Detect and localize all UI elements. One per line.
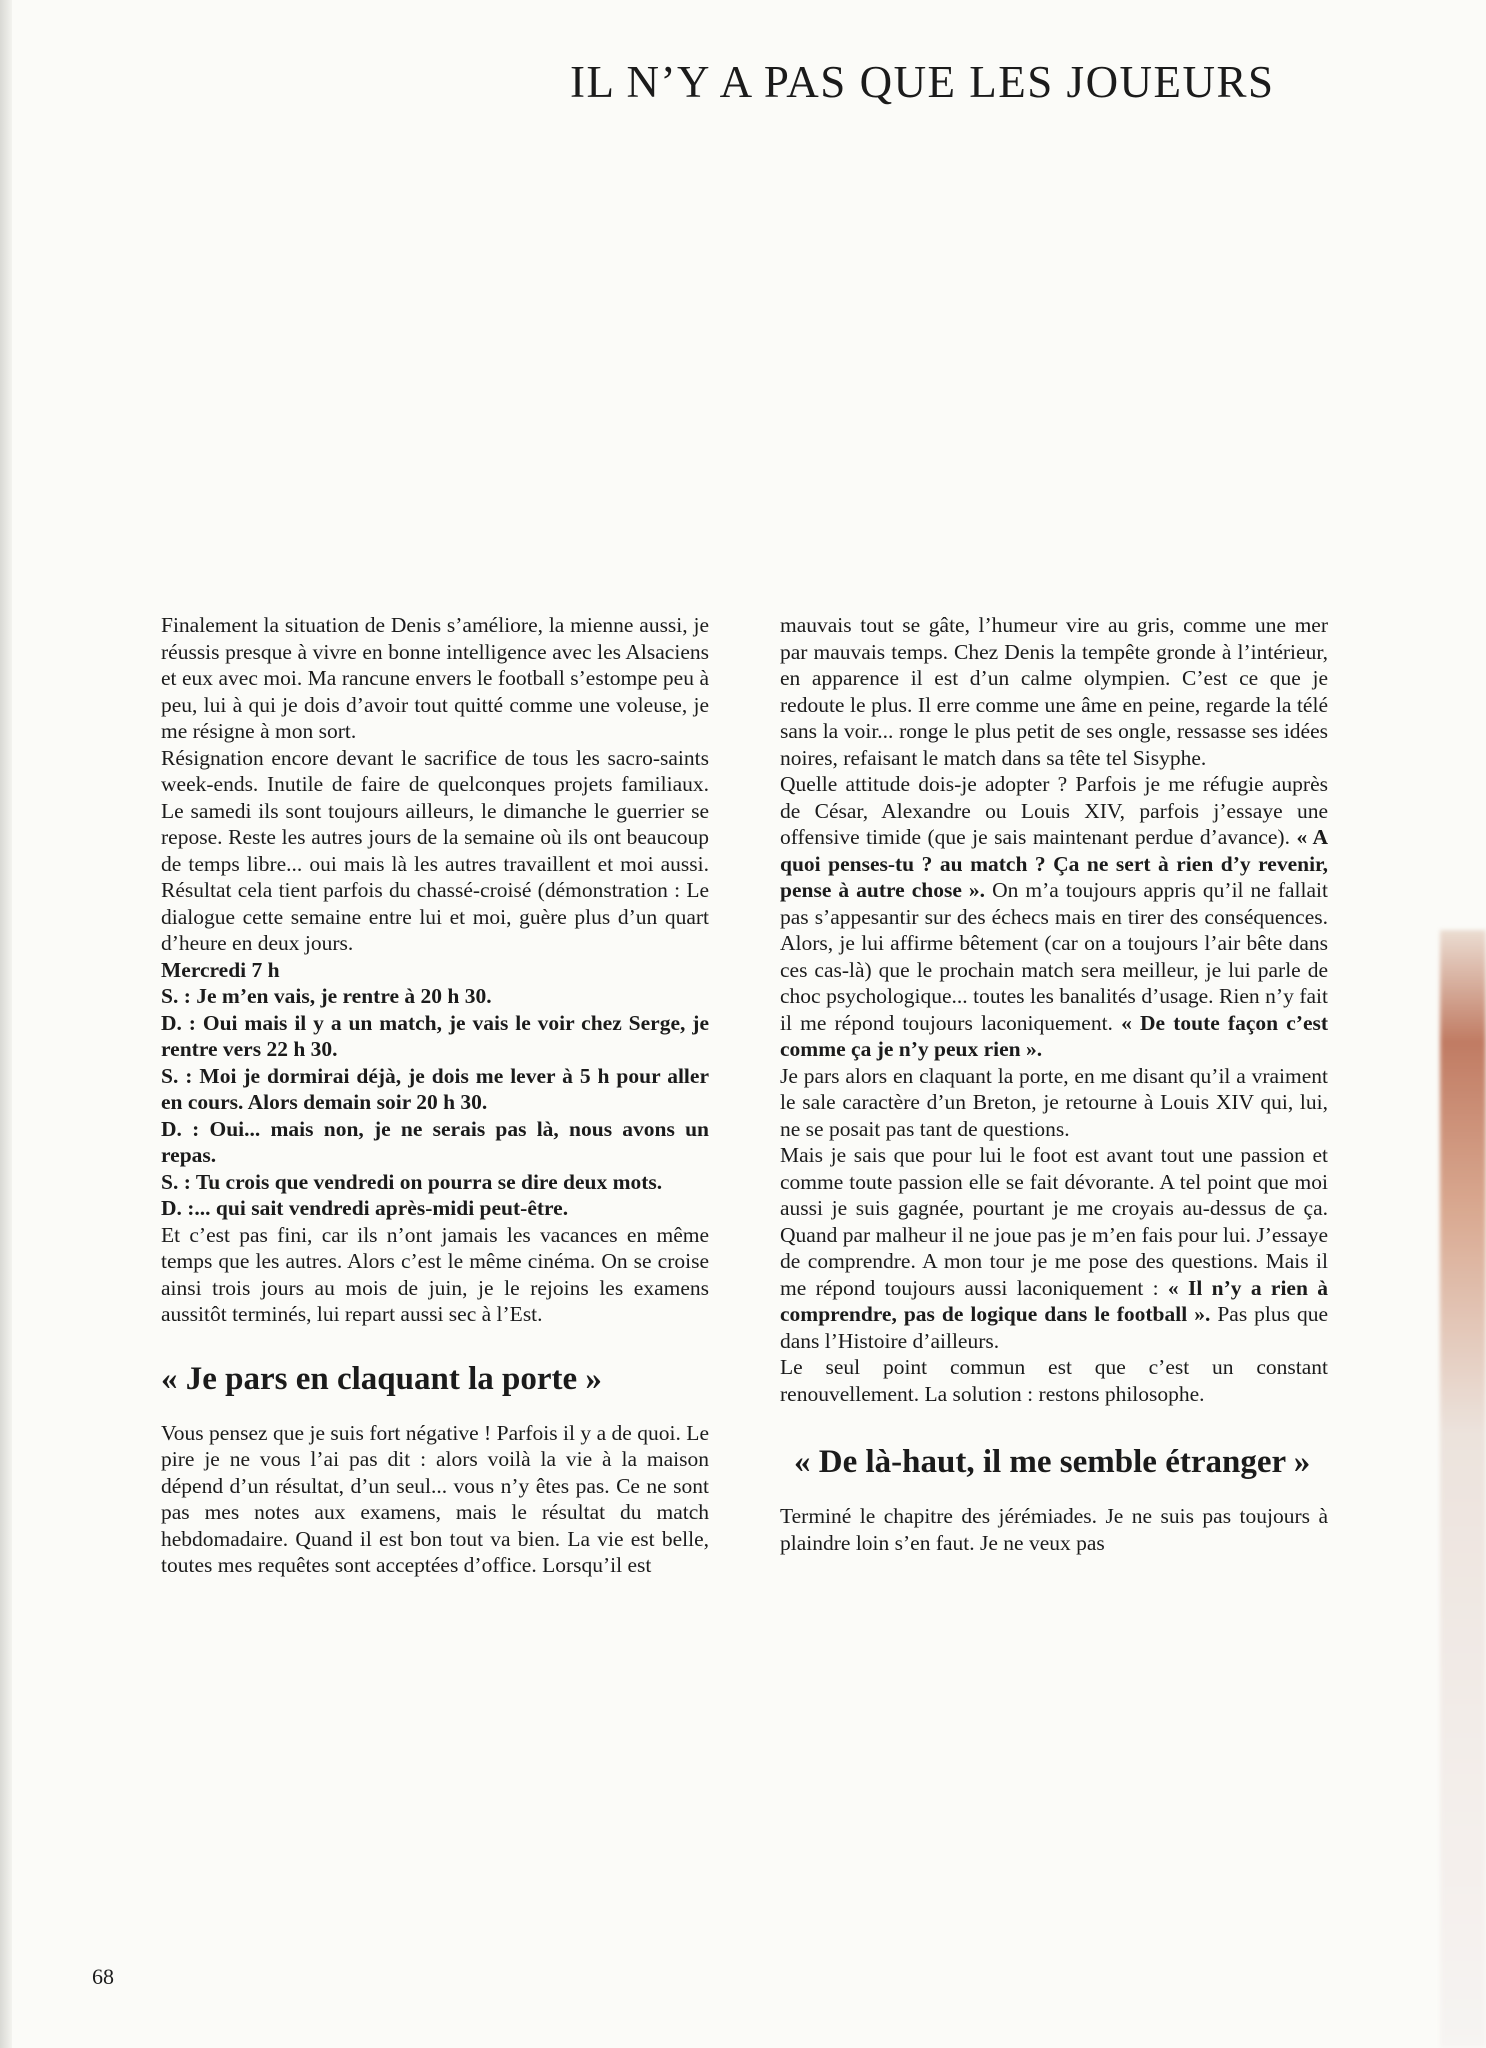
- paragraph: Terminé le chapitre des jérémiades. Je ne suis pas toujours à plaindre loin s’en faut. Je ne veux pas: [780, 1504, 1328, 1555]
- dialogue-line: D. : Oui... mais non, je ne serais pas là, nous avons un repas.: [161, 1116, 709, 1167]
- paragraph: [780, 1142, 1328, 1354]
- quote-bold: « A quoi penses-tu ? au match ? Ça ne sert à rien d’y revenir, pense à autre chose ».: [780, 825, 1329, 902]
- right-column: [780, 612, 1328, 1556]
- page-title: IL N’Y A PAS QUE LES JOUEURS: [570, 57, 1275, 107]
- paragraph: Le seul point commun est que c’est un constant renouvellement. La solution : restons philosophe.: [780, 1355, 1328, 1406]
- section-heading: « De là-haut, il me semble étranger »: [794, 1444, 1311, 1480]
- page-number: 68: [92, 1964, 114, 1989]
- quote-bold: « De toute façon c’est comme ça je n’y peux rien ».: [780, 1010, 1329, 1061]
- paragraph: Finalement la situation de Denis s’améliore, la mienne aussi, je réussis presque à vivre en bonne intelligence avec les Alsaciens et eux avec moi. Ma rancune envers le football s’estompe peu à peu, lui à qui je dois d’avoir tout quitté comme une voleuse, je me résigne à mon sort.: [161, 613, 709, 743]
- paragraph: Et c’est pas fini, car ils n’ont jamais les vacances en même temps que les autres. Alors c’est le même cinéma. On se croise ainsi trois jours au mois de juin, je le rejoins les examens aussitôt terminés, lui repart aussi sec à l’Est.: [161, 1222, 709, 1326]
- dialogue-line: D. : Oui mais il y a un match, je vais le voir chez Serge, je rentre vers 22 h 30.: [161, 1010, 709, 1061]
- paragraph: [780, 771, 1328, 1063]
- page-spine-shadow: [0, 0, 12, 2048]
- quote-bold: « Il n’y a rien à comprendre, pas de logique dans le football ».: [780, 1275, 1329, 1326]
- text-run: Mais je sais que pour lui le foot est avant tout une passion et comme toute passion elle se fait dévorante. A tel point que moi aussi je suis gagnée, pourtant je me croyais au-dessus de ça. Quand par malheur il ne joue pas je m’en fais pour lui. J’essaye de comprendre. A mon tour je me pose des questions. Mais il me répond toujours aussi laconiquement :: [780, 1143, 1328, 1300]
- paragraph: Je pars alors en claquant la porte, en me disant qu’il a vraiment le sale caractère d’un Breton, je retourne à Louis XIV qui, lui, ne se posait pas tant de questions.: [780, 1063, 1328, 1141]
- dialogue-line: S. : Je m’en vais, je rentre à 20 h 30.: [161, 984, 492, 1008]
- paragraph: Résignation encore devant le sacrifice de tous les sacro-saints week-ends. Inutile de faire de quelconques projets familiaux. Le samedi ils sont toujours ailleurs, le dimanche le guerrier se repose. Reste les autres jours de la semaine où ils ont beaucoup de temps libre... oui mais là les autres travaillent et moi aussi. Résultat cela tient parfois du chassé-croisé (démonstration : Le dialogue cette semaine entre lui et moi, guère plus d’un quart d’heure en deux jours.: [161, 745, 709, 955]
- left-column: [161, 612, 709, 1579]
- section-heading: « Je pars en claquant la porte »: [161, 1360, 602, 1397]
- text-run: Quelle attitude dois-je adopter ? Parfois je me réfugie auprès de César, Alexandre ou Louis XIV, parfois j’essaye une offensive timide (que je sais maintenant perdue d’avance).: [780, 772, 1328, 849]
- dialogue-line: S. : Tu crois que vendredi on pourra se dire deux mots.: [161, 1169, 663, 1194]
- dialogue-line: Mercredi 7 h: [161, 957, 280, 982]
- text-run: Pas plus que dans l’Histoire d’ailleurs.: [780, 1302, 1329, 1353]
- dialogue-line: D. :... qui sait vendredi après-midi peut-être.: [161, 1196, 569, 1220]
- adjacent-photo-edge: [1440, 930, 1486, 2048]
- text-run: On m’a toujours appris qu’il ne fallait pas s’appesantir sur des échecs mais en tirer des conséquences. Alors, je lui affirme bêtement (car on a toujours l’air bête dans ces cas-là) que le prochain match sera meilleur, je lui parle de choc psychologique... toutes les banalités d’usage. Rien n’y fait il me répond toujours laconiquement.: [780, 878, 1328, 1035]
- paragraph: Vous pensez que je suis fort négative ! Parfois il y a de quoi. Le pire je ne vous l’ai pas dit : alors voilà la vie à la maison dépend d’un résultat, d’un seul... vous n’y êtes pas. Ce ne sont pas mes notes aux examens, mais le résultat du match hebdomadaire. Quand il est bon tout va bien. La vie est belle, toutes mes requêtes sont acceptées d’office. Lorsqu’il est: [161, 1420, 709, 1577]
- dialogue-line: S. : Moi je dormirai déjà, je dois me lever à 5 h pour aller en cours. Alors demain soir 20 h 30.: [161, 1063, 709, 1114]
- paragraph: mauvais tout se gâte, l’humeur vire au gris, comme une mer par mauvais temps. Chez Denis la tempête gronde à l’intérieur, en apparence il est d’un calme olympien. C’est ce que je redoute le plus. Il erre comme une âme en peine, regarde la télé sans la voir... ronge le plus petit de ses ongle, ressasse ses idées noires, refaisant le match dans sa tête tel Sisyphe.: [780, 613, 1328, 770]
